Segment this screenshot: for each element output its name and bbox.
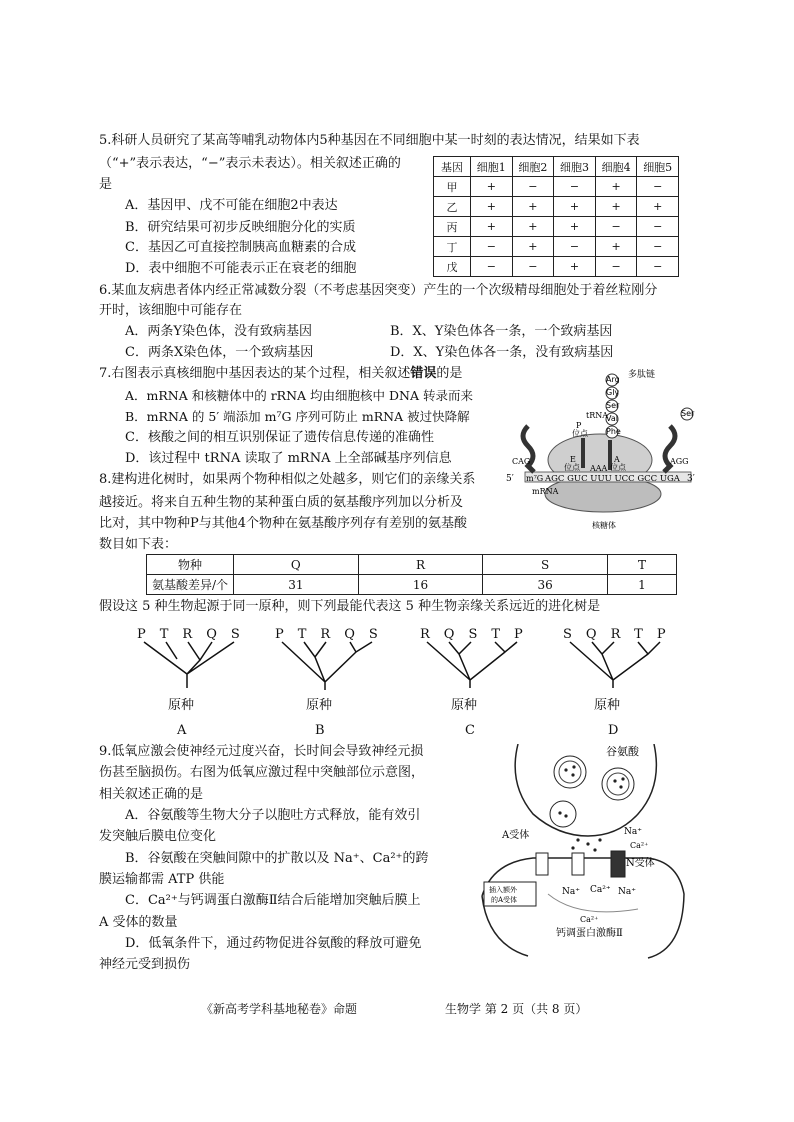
table-cell: − [595, 257, 637, 277]
aa-label: Val [606, 414, 618, 423]
footer-left: 《新高考学科基地秘卷》命题 [201, 1002, 358, 1016]
leaf-label: T [634, 627, 657, 642]
table-cell: + [595, 237, 637, 257]
table-cell: − [637, 177, 679, 197]
leaf-label: Q [344, 627, 369, 642]
a-receptor-channel [536, 853, 548, 875]
tree-option-c [427, 642, 517, 688]
kinase-label: 钙调蛋白激酶Ⅱ [556, 928, 623, 939]
q6-option-c: C．两条X染色体，一个致病基因 [125, 345, 314, 360]
header-cell: S [483, 555, 608, 575]
row-label: 氨基酸差异/个 [147, 575, 234, 595]
tree-c-leaves [420, 627, 537, 642]
tree-b-leaves [275, 627, 392, 642]
table-cell: 乙 [434, 197, 471, 217]
table-cell: + [512, 217, 554, 237]
table-cell: 戊 [434, 257, 471, 277]
tree-option-a [144, 642, 234, 688]
q8-stem-line2: 越接近。将来自五种生物的某种蛋白质的氨基酸序列加以分析及 [99, 495, 464, 510]
leaf-label: Q [585, 627, 611, 642]
table-cell: + [471, 197, 513, 217]
header-cell: 细胞5 [637, 157, 679, 177]
table-cell: + [471, 217, 513, 237]
tree-b-root: 原种 [306, 698, 333, 713]
q6-stem-line2: 开时，该细胞中可能存在 [99, 303, 243, 318]
q7-option-d: D．该过程中 tRNA 读取了 mRNA 上全部碱基序列信息 [125, 451, 452, 466]
table-row [434, 177, 679, 197]
q5-option-c: C．基因乙可直接控制胰高血糖素的合成 [125, 240, 356, 255]
synapse-figure [478, 744, 688, 962]
n-receptor-label: N受体 [626, 858, 655, 869]
header-cell: 细胞3 [554, 157, 596, 177]
q8-question: 假设这 5 种生物起源于同一原种，则下列最能代表这 5 种生物亲缘关系远近的进化树是 [99, 599, 601, 614]
header-cell: 基因 [434, 157, 471, 177]
q9-stem-line1: 9.低氧应激会使神经元过度兴奋，长时间会导致神经元损 [99, 744, 424, 759]
q9-option-b-line1: B．谷氨酸在突触间隙中的扩散以及 Na⁺、Ca²⁺的跨 [125, 851, 429, 866]
leaf-label: S [368, 627, 392, 642]
table-cell: − [595, 217, 637, 237]
q9-option-a-line1: A．谷氨酸等生物大分子以胞吐方式释放，能有效引 [125, 808, 421, 823]
header-cell: 物种 [147, 555, 234, 575]
table-cell: 丙 [434, 217, 471, 237]
q9-option-d-line1: D．低氧条件下，通过药物促进谷氨酸的释放可避免 [125, 936, 422, 951]
na-label-right: Na⁺ [618, 887, 636, 897]
tree-a-root: 原种 [168, 698, 195, 713]
a-site-label: A [614, 455, 620, 464]
aa-label: Phe [606, 427, 621, 436]
translation-figure [500, 368, 700, 536]
anticodon-left-label: CAG [512, 457, 531, 466]
p-site-label: P [576, 421, 582, 430]
leaf-label: T [491, 627, 515, 642]
leaf-label: P [514, 627, 537, 642]
anticodon-right-label: AGG [670, 457, 689, 466]
header-cell: 细胞1 [471, 157, 513, 177]
q6-option-d: D．X、Y染色体各一条，没有致病基因 [390, 345, 614, 360]
q7-stem [99, 365, 462, 383]
header-cell: 细胞4 [595, 157, 637, 177]
leaf-label: R [610, 627, 635, 642]
header-cell: Q [234, 555, 359, 575]
ribosome-label: 核糖体 [592, 521, 616, 530]
q5-stem-line2: （“+”表示表达，“−”表示未表达）。相关叙述正确的 [99, 156, 401, 171]
table-cell: − [637, 257, 679, 277]
tree-a-leaves [137, 627, 254, 642]
q5-option-b: B．研究结果可初步反映细胞分化的实质 [125, 220, 356, 235]
leaf-label: Q [443, 627, 469, 642]
table-header-row [434, 157, 679, 177]
table-cell: + [554, 197, 596, 217]
table-header-row [147, 555, 677, 575]
q5-stem-line1: 5.科研人员研究了某高等哺乳动物体内5种基因在不同细胞中某一时刻的表达情况，结果如下表 [99, 133, 640, 148]
leaf-label: P [656, 627, 680, 642]
table-row [434, 197, 679, 217]
q9-option-c-line1: C．Ca²⁺与钙调蛋白激酶Ⅱ结合后能增加突触后膜上 [125, 893, 421, 908]
footer-page-number: 生物学 第 2 页（共 8 页） [445, 1002, 588, 1016]
header-cell: 细胞2 [512, 157, 554, 177]
q7-stem-emphasis: 错误 [410, 366, 437, 381]
e-site-label-2: 位点 [564, 463, 580, 472]
polypeptide-label: 多肽链 [628, 370, 656, 380]
table-cell: + [595, 197, 637, 217]
table-cell: + [637, 197, 679, 217]
table-cell: 16 [358, 575, 483, 595]
q8-stem-line3: 比对，其中物种P与其他4个物种在氨基酸序列存有差别的氨基酸 [99, 516, 468, 531]
a-receptor-channel [572, 853, 584, 875]
q5-stem-line3: 是 [99, 177, 113, 192]
q9-option-b-line2: 膜运输都需 ATP 供能 [99, 872, 225, 887]
ca-label-top: Ca²⁺ [630, 841, 649, 850]
q5-option-a: A．基因甲、戊不可能在细胞2中表达 [125, 198, 338, 213]
leaf-label: T [297, 627, 321, 642]
insert-label-2: 的A受体 [491, 896, 518, 904]
tree-option-d [570, 642, 660, 688]
q6-option-a: A．两条Y染色体，没有致病基因 [125, 324, 312, 339]
cap-label: m⁷G [526, 474, 544, 483]
tree-c-letter: C [465, 723, 475, 738]
synaptic-vesicle [550, 801, 576, 827]
table-cell: + [595, 177, 637, 197]
q7-option-b: B．mRNA 的 5′ 端添加 m⁷G 序列可防止 mRNA 被过快降解 [125, 409, 470, 424]
q9-stem-line3: 相关叙述正确的是 [99, 787, 204, 802]
aa-label: Gly [606, 388, 620, 397]
mrna-sequence: AGC GUC UUU UCC GCC UGA [545, 474, 680, 484]
q6-option-b: B．X、Y染色体各一条，一个致病基因 [390, 324, 613, 339]
mrna-label: mRNA [532, 487, 559, 496]
leaf-label: R [320, 627, 345, 642]
ca-label-mid: Ca²⁺ [590, 885, 611, 895]
table-cell: − [512, 257, 554, 277]
table-cell: − [471, 237, 513, 257]
header-cell: R [358, 555, 483, 575]
leaf-label: S [563, 627, 586, 642]
aa-label: Ser [681, 409, 695, 418]
table-cell: + [554, 257, 596, 277]
q9-stem-line2: 伤甚至脑损伤。右图为低氧应激过程中突触部位示意图， [99, 765, 425, 780]
table-cell: + [554, 217, 596, 237]
q6-stem-line1: 6.某血友病患者体内经正常减数分裂（不考虑基因突变）产生的一个次级精母细胞处于着丝粒刚分 [99, 283, 658, 298]
amino-acid-difference-table [146, 554, 677, 595]
aa-label: Ser [606, 401, 620, 410]
header-cell: T [607, 555, 676, 575]
e-site-label: E [570, 455, 576, 464]
q7-option-a: A．mRNA 和核糖体中的 rRNA 均由细胞核中 DNA 转录而来 [125, 388, 473, 403]
table-cell: 31 [234, 575, 359, 595]
table-row [147, 575, 677, 595]
tree-a-letter: A [177, 723, 187, 738]
leaf-label: S [230, 627, 254, 642]
table-cell: − [554, 237, 596, 257]
table-row [434, 257, 679, 277]
trna-label: tRNA [586, 411, 609, 420]
five-prime-label: 5′ [506, 474, 514, 484]
na-label-left: Na⁺ [562, 887, 580, 897]
leaf-label: S [468, 627, 492, 642]
table-cell: − [512, 177, 554, 197]
a-site-label-2: 位点 [610, 463, 626, 472]
table-cell: + [471, 177, 513, 197]
table-row [434, 237, 679, 257]
q9-option-a-line2: 发突触后膜电位变化 [99, 829, 217, 844]
table-cell: 甲 [434, 177, 471, 197]
tree-d-leaves [563, 627, 680, 642]
table-cell: 36 [483, 575, 608, 595]
q7-stem-prefix: 7.右图表示真核细胞中基因表达的某个过程，相关叙述 [99, 366, 411, 381]
q8-stem-line4: 数目如下表： [99, 537, 178, 552]
q5-option-d: D．表中细胞不可能表示正在衰老的细胞 [125, 261, 357, 276]
anticodon-e-label: AAA [590, 464, 608, 473]
leaf-label: T [159, 627, 183, 642]
table-cell: + [512, 197, 554, 217]
q7-stem-suffix: 的是 [436, 366, 463, 381]
gene-expression-table [433, 156, 679, 277]
q7-option-c: C．核酸之间的相互识别保证了遗传信息传递的准确性 [125, 430, 434, 445]
leaf-label: R [182, 627, 207, 642]
glutamate-label: 谷氨酸 [606, 745, 639, 758]
aa-label: Arg [606, 375, 620, 384]
p-site-label-2: 位点 [572, 429, 588, 438]
leaf-label: P [275, 627, 298, 642]
ca-label-low: Ca²⁺ [580, 915, 599, 924]
table-cell: − [637, 237, 679, 257]
a-receptor-label: A受体 [502, 830, 530, 841]
table-cell: + [512, 237, 554, 257]
q9-option-c-line2: A 受体的数量 [99, 915, 178, 930]
three-prime-label: 3′ [687, 474, 695, 484]
tree-d-letter: D [608, 723, 619, 738]
table-row [434, 217, 679, 237]
q8-stem-line1: 8.建构进化树时，如果两个物种相似之处越多，则它们的亲缘关系 [99, 472, 476, 487]
table-cell: − [554, 177, 596, 197]
tree-b-letter: B [315, 723, 325, 738]
tree-d-root: 原种 [594, 698, 621, 713]
table-cell: 丁 [434, 237, 471, 257]
leaf-label: R [420, 627, 444, 642]
insert-label-1: 插入额外 [489, 886, 517, 894]
q9-option-d-line2: 神经元受到损伤 [99, 957, 191, 972]
tree-option-b [282, 642, 372, 690]
leaf-label: P [137, 627, 160, 642]
table-cell: − [471, 257, 513, 277]
n-receptor-channel [611, 851, 625, 877]
na-label-top: Na⁺ [624, 827, 642, 837]
table-cell: 1 [607, 575, 676, 595]
table-cell: − [637, 217, 679, 237]
tree-c-root: 原种 [451, 698, 478, 713]
leaf-label: Q [206, 627, 231, 642]
